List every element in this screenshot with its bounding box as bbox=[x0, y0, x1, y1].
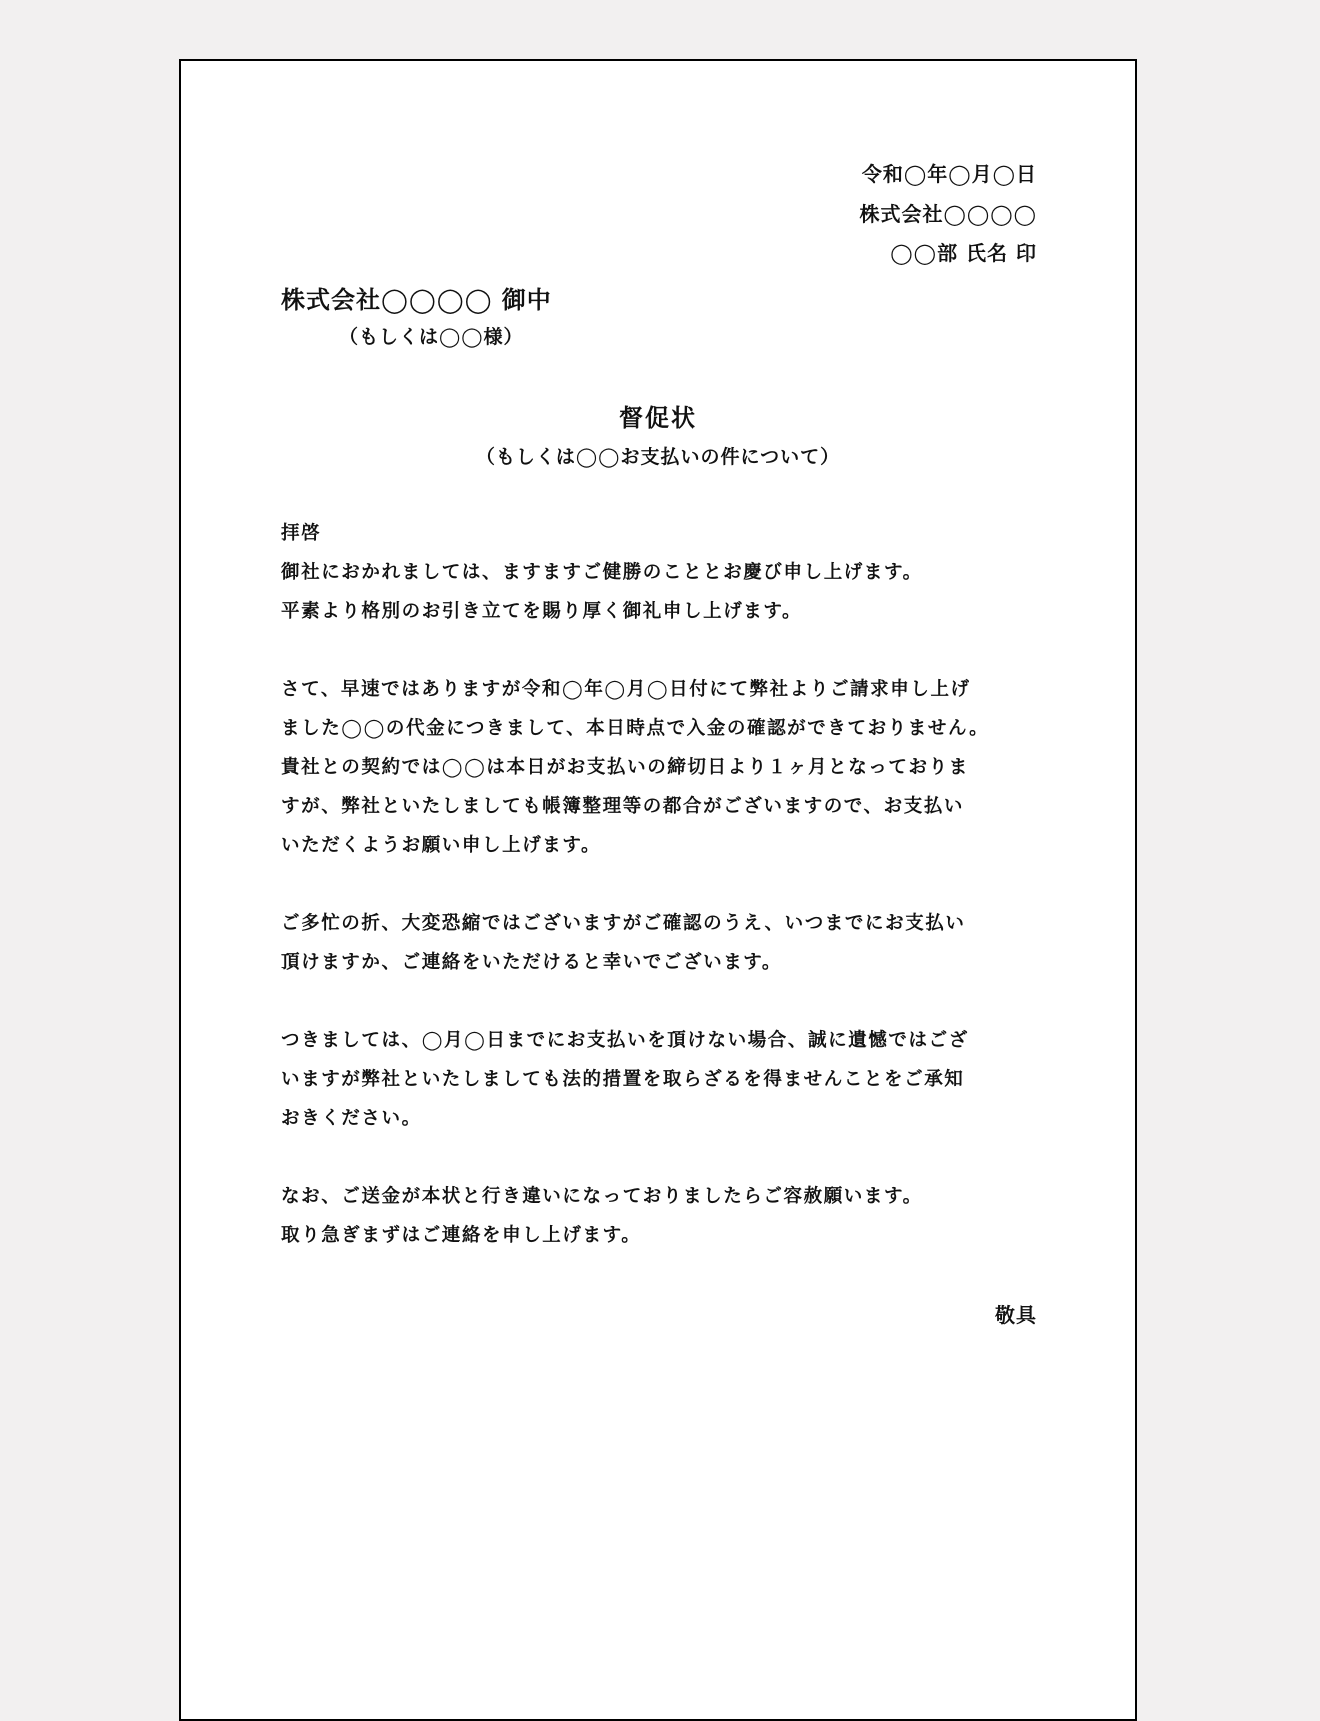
body-line-salutation: 拝啓 bbox=[281, 523, 322, 544]
body-line: なお、ご送金が本状と行き違いになっておりましたらご容赦願います。 bbox=[281, 1186, 923, 1207]
body-line: 頂けますか、ご連絡をいただけると幸いでございます。 bbox=[281, 952, 783, 973]
body-line: つきましては、◯月◯日までにお支払いを頂けない場合、誠に遺憾ではござ bbox=[281, 1030, 969, 1051]
recipient-name: 株式会社◯◯◯◯ 御中 bbox=[281, 286, 552, 314]
sender-company: 株式会社◯◯◯◯ bbox=[859, 202, 1037, 226]
body-line: 貴社との契約では◯◯は本日がお支払いの締切日より１ヶ月となっておりま bbox=[281, 757, 969, 778]
body-line: 御社におかれましては、ますますご健勝のこととお慶び申し上げます。 bbox=[281, 562, 923, 583]
recipient-alternative: （もしくは◯◯様） bbox=[339, 326, 524, 348]
body-line: おきください。 bbox=[281, 1108, 422, 1129]
sender-date: 令和◯年◯月◯日 bbox=[861, 162, 1037, 186]
document-subtitle: （もしくは◯◯お支払いの件について） bbox=[475, 446, 841, 468]
body-line: さて、早速ではありますが令和◯年◯月◯日付にて弊社よりご請求申し上げ bbox=[281, 679, 971, 700]
body-line: いますが弊社といたしましても法的措置を取らざるを得ませんことをご承知 bbox=[281, 1069, 965, 1090]
letter-page bbox=[179, 59, 1137, 1721]
document-title: 督促状 bbox=[619, 404, 697, 432]
body-line: ました◯◯の代金につきまして、本日時点で入金の確認ができておりません。 bbox=[281, 718, 990, 739]
body-line: 取り急ぎまずはご連絡を申し上げます。 bbox=[281, 1225, 642, 1246]
body-line: ご多忙の折、大変恐縮ではございますがご確認のうえ、いつまでにお支払い bbox=[281, 913, 966, 934]
sender-department-name-seal: ◯◯部 氏名 印 bbox=[890, 241, 1037, 265]
body-line: 平素より格別のお引き立てを賜り厚く御礼申し上げます。 bbox=[281, 601, 803, 622]
body-line: いただくようお願い申し上げます。 bbox=[281, 835, 602, 856]
body-line: すが、弊社といたしましても帳簿整理等の都合がございますので、お支払い bbox=[281, 796, 965, 817]
closing-phrase: 敬具 bbox=[995, 1303, 1037, 1327]
